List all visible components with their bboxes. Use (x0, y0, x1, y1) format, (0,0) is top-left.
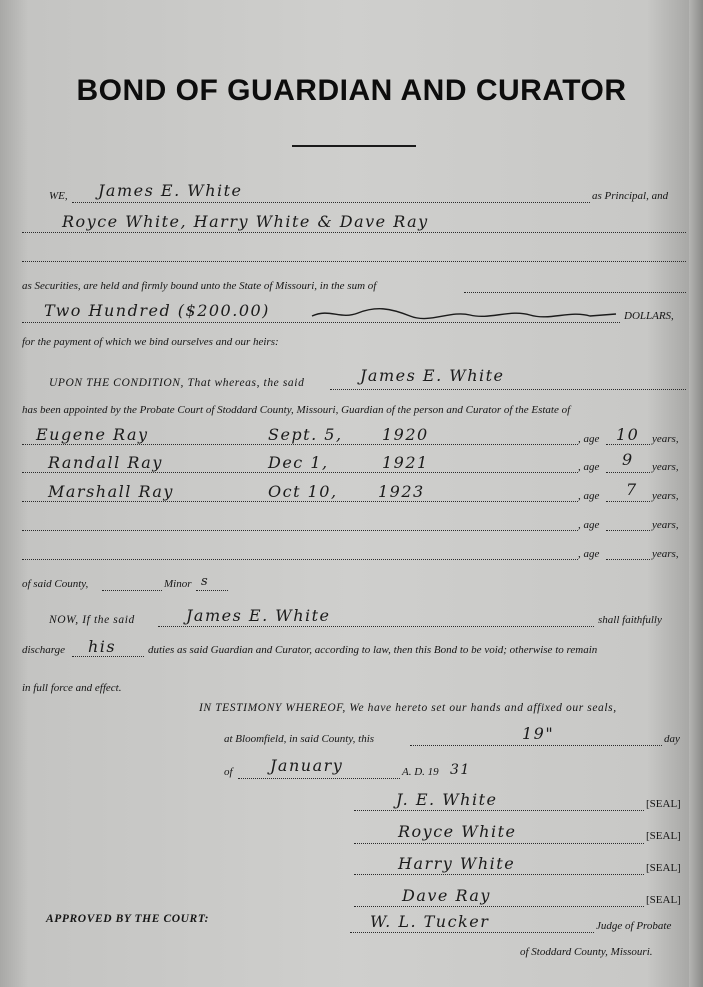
minor-name: Randall Ray (48, 453, 163, 472)
minor-dob: Oct 10, (268, 482, 338, 501)
principal-line (72, 202, 590, 203)
discharge-line (72, 656, 144, 657)
signature: Dave Ray (402, 886, 491, 905)
duties-text: duties as said Guardian and Curator, according to law, then this Bond to be void; otherwise to remain (148, 644, 598, 656)
title-divider (292, 145, 416, 147)
age-label: , age (578, 433, 600, 445)
minor-line (22, 530, 578, 531)
signature: Royce White (398, 822, 517, 841)
shall-faithfully: shall faithfully (598, 614, 662, 626)
condition-line (330, 389, 686, 390)
of-said-county: of said County, (22, 578, 89, 590)
years-label: years, (652, 433, 679, 445)
as-principal-label: as Principal, and (592, 190, 669, 202)
day-line (410, 745, 662, 746)
years-label: years, (652, 490, 679, 502)
age-label: , age (578, 490, 600, 502)
minor-year: 1920 (382, 425, 429, 444)
signature: Harry White (398, 854, 516, 873)
minor-line (22, 501, 578, 502)
payment-text: for the payment of which we bind ourselves and our heirs: (22, 336, 279, 348)
minor-suffix-line (196, 590, 228, 591)
age-line (606, 530, 650, 531)
minor-age: 7 (626, 480, 638, 499)
page-edge-shadow (689, 0, 703, 987)
judge-line (350, 932, 594, 933)
years-label: years, (652, 519, 679, 531)
minor-year: 1921 (382, 453, 429, 472)
judge-signature: W. L. Tucker (370, 912, 490, 931)
discharge-label: discharge (22, 644, 65, 656)
testimony-text: IN TESTIMONY WHEREOF, We have hereto set our hands and affixed our seals, (199, 702, 617, 714)
of-label: of (224, 766, 233, 778)
minor-dob: Dec 1, (268, 453, 329, 472)
month-line (238, 778, 400, 779)
blank-line (22, 261, 686, 262)
full-force: in full force and effect. (22, 682, 122, 694)
years-label: years, (652, 461, 679, 473)
minor-line (22, 472, 578, 473)
signature-line (354, 874, 644, 875)
securities-line (22, 232, 686, 233)
age-line (606, 559, 650, 560)
minor-label: Minor (164, 578, 192, 590)
age-label: , age (578, 519, 600, 531)
ad-label: A. D. 19 (402, 766, 439, 778)
of-stoddard-county: of Stoddard County, Missouri. (520, 946, 653, 958)
judge-of-probate: Judge of Probate (596, 920, 672, 932)
sum-line-top (464, 292, 686, 293)
day-label: day (664, 733, 680, 745)
years-label: years, (652, 548, 679, 560)
dollars-label: DOLLARS, (624, 310, 674, 322)
discharge-word: his (88, 637, 117, 656)
signature-line (354, 810, 644, 811)
minor-line (22, 444, 578, 445)
minor-name: Marshall Ray (48, 482, 174, 501)
minor-year: 1923 (378, 482, 425, 501)
seal-label: [SEAL] (646, 862, 681, 874)
securities-names: Royce White, Harry White & Dave Ray (62, 212, 429, 231)
age-line (606, 472, 650, 473)
age-label: , age (578, 461, 600, 473)
condition-text: UPON THE CONDITION, That whereas, the said (49, 377, 305, 389)
signature-line (354, 843, 644, 844)
minor-dob: Sept. 5, (268, 425, 343, 444)
condition-name: James E. White (360, 366, 505, 385)
day-value: 19" (522, 724, 555, 743)
year-value: 31 (450, 762, 471, 778)
month-value: January (270, 756, 344, 775)
county-line (102, 590, 162, 591)
minor-age: 10 (616, 425, 640, 444)
at-bloomfield: at Bloomfield, in said County, this (224, 733, 375, 745)
signature-line (354, 906, 644, 907)
sum-written: Two Hundred ($200.00) (44, 301, 270, 320)
sum-filler-stroke (310, 304, 620, 324)
we-label: WE, (49, 190, 68, 202)
age-line (606, 501, 650, 502)
age-line (606, 444, 650, 445)
seal-label: [SEAL] (646, 830, 681, 842)
principal-name: James E. White (98, 181, 243, 200)
now-text: NOW, If the said (49, 614, 135, 626)
securities-text: as Securities, are held and firmly bound unto the State of Missouri, in the sum of (22, 280, 377, 292)
minor-line (22, 559, 578, 560)
signature: J. E. White (396, 790, 498, 809)
age-label: , age (578, 548, 600, 560)
seal-label: [SEAL] (646, 894, 681, 906)
seal-label: [SEAL] (646, 798, 681, 810)
minor-age: 9 (622, 450, 634, 469)
approved-label: APPROVED BY THE COURT: (46, 913, 210, 925)
page-title: BOND OF GUARDIAN AND CURATOR (76, 74, 627, 107)
now-line (158, 626, 594, 627)
minor-plural-suffix: s (201, 574, 210, 589)
minor-name: Eugene Ray (36, 425, 149, 444)
now-name: James E. White (186, 606, 331, 625)
appointed-text: has been appointed by the Probate Court of Stoddard County, Missouri, Guardian of the person and Curator of the Estate of (22, 404, 571, 416)
